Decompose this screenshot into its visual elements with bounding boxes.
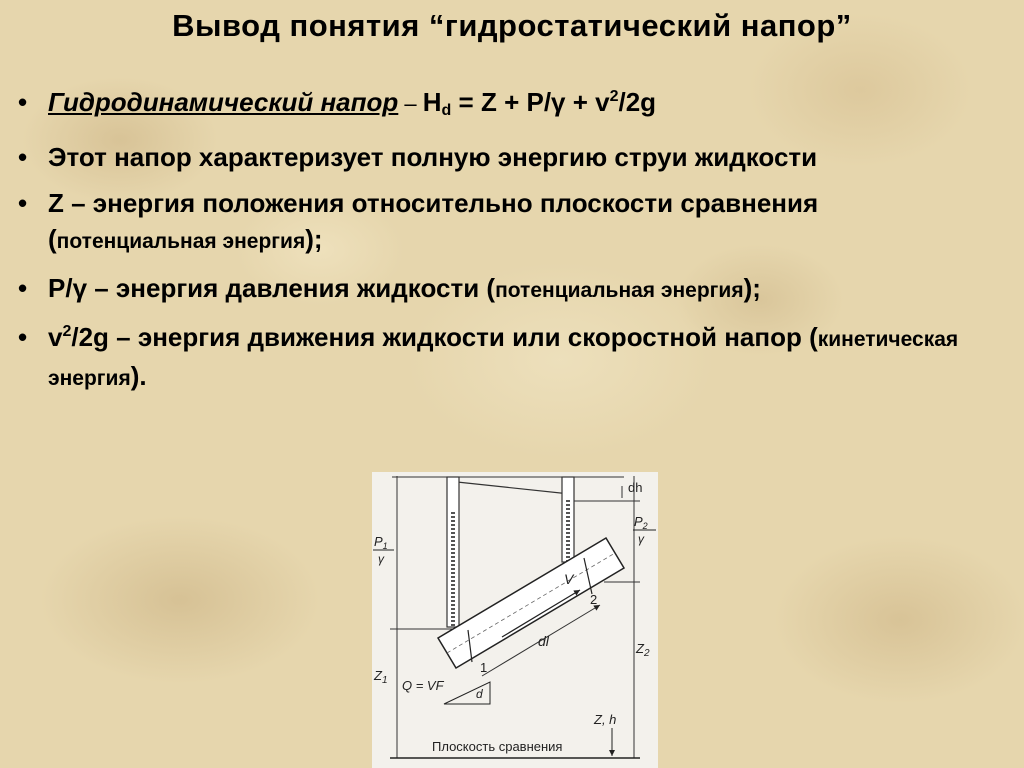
label-p2-sub: 2 [642, 521, 648, 531]
bullet-pressure-text: P/γ – энергия давления жидкости ( [48, 273, 496, 303]
formula-part-b: /2g [618, 87, 657, 117]
label-section-1: 1 [480, 660, 488, 675]
label-angle-d: d [476, 687, 483, 701]
bernoulli-diagram [372, 472, 658, 768]
bullet-z-text: Z – энергия положения относительно плоскости сравнения ( [48, 188, 819, 254]
bullet-pressure-end: ); [743, 273, 761, 303]
label-z2-letter: Z [636, 641, 644, 656]
bullet-pressure-note: потенциальная энергия [495, 279, 744, 302]
formula-superscript: 2 [609, 88, 619, 105]
bullet-pressure [16, 270, 976, 309]
formula-h-subscript: d [441, 102, 452, 119]
term-dash: – [398, 91, 423, 116]
label-p1-denominator: γ [378, 552, 384, 566]
bullet-z [16, 185, 976, 260]
bullet-hydrodynamic-head [16, 84, 976, 129]
bullet-z-end: ); [305, 224, 323, 254]
label-z2-sub: 2 [643, 648, 650, 659]
bullet-total-energy: • Этот напор характеризует полную энергию струи жидкости [16, 139, 976, 175]
label-p2-denominator: γ [638, 532, 644, 546]
slide-title: Вывод понятия “гидростатический напор” [172, 8, 852, 43]
label-p1-sub: 1 [382, 541, 388, 551]
label-z-h: Z, h [594, 712, 617, 727]
label-section-2: 2 [590, 592, 598, 607]
bullet-velocity-superscript: 2 [62, 323, 72, 340]
label-velocity: V [564, 571, 574, 587]
label-dl: dl [538, 633, 549, 649]
label-z1-letter: Z [374, 668, 382, 683]
label-flow-rate: Q = VF [402, 678, 444, 693]
formula-h: H [422, 87, 442, 117]
label-p2-num: P [634, 514, 643, 529]
bullet-velocity-note: кинетическая энергия [48, 328, 959, 390]
bullet-z-note: потенциальная энергия [56, 230, 306, 253]
bullet-velocity-v: v [48, 322, 63, 352]
diagram-svg [372, 472, 658, 768]
bullet-velocity-end: ). [130, 361, 147, 391]
bullet-velocity-text: /2g – энергия движения жидкости или скоростной напор ( [71, 322, 818, 352]
label-z1-sub: 1 [381, 675, 388, 686]
label-p1-num: P [374, 534, 383, 549]
label-dh: dh [628, 480, 643, 495]
term-hydrodynamic-head: Гидродинамический напор [48, 87, 399, 117]
bullet-velocity [16, 319, 976, 397]
formula-part-a: = Z + P/γ + v [451, 87, 610, 117]
label-comparison-plane: Плоскость сравнения [432, 739, 563, 754]
bullet-list [16, 84, 976, 407]
